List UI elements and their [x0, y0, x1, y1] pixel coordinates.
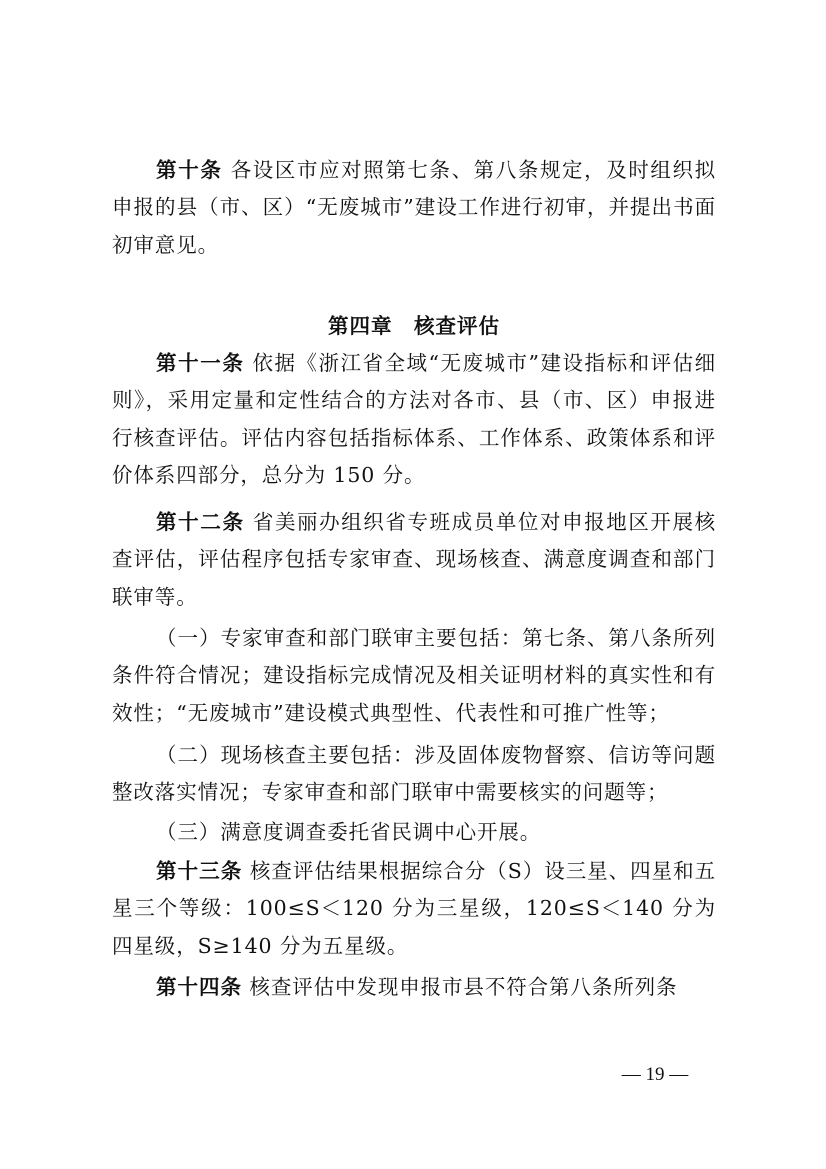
article-11	[112, 345, 716, 494]
article-13	[112, 853, 716, 965]
article-10-text: 各设区市应对照第七条、第八条规定，及时组织拟申报的县（市、区）“无废城市”建设工作进行初审，并提出书面初审意见。	[112, 158, 716, 257]
article-14-label: 第十四条	[156, 975, 242, 999]
chapter-heading: 第四章 核查评估	[328, 314, 500, 338]
article-10	[112, 152, 716, 264]
page-number: — 19 —	[621, 1064, 689, 1085]
list-item-1: （一）专家审查和部门联审主要包括：第七条、第八条所列条件符合情况；建设指标完成情况及相关证明材料的真实性和有效性；“无废城市”建设模式典型性、代表性和可推广性等；	[112, 626, 716, 725]
list-item-2: （二）现场核查主要包括：涉及固体废物督察、信访等问题整改落实情况；专家审查和部门联审中需要核实的问题等；	[112, 743, 716, 805]
article-13-text: 核查评估结果根据综合分（S）设三星、四星和五星三个等级：100≤S＜120 分为三星级，120≤S＜140 分为四星级，S≥140 分为五星级。	[112, 859, 717, 958]
article-12-label: 第十二条	[156, 510, 245, 534]
article-11-label: 第十一条	[156, 351, 245, 375]
article-11-text: 依据《浙江省全域“无废城市”建设指标和评估细则》，采用定量和定性结合的方法对各市、县（市、区）申报进行核查评估。评估内容包括指标体系、工作体系、政策体系和评价体系四部分，总分为 150 分。	[112, 351, 716, 487]
article-14	[112, 969, 716, 1006]
article-13-label: 第十三条	[156, 859, 243, 883]
list-item-3: （三）满意度调查委托省民调中心开展。	[156, 820, 542, 844]
article-12	[112, 504, 716, 616]
article-14-text: 核查评估中发现申报市县不符合第八条所列条	[249, 975, 678, 999]
article-10-label: 第十条	[156, 158, 223, 182]
article-12-text: 省美丽办组织省专班成员单位对申报地区开展核查评估，评估程序包括专家审查、现场核查、满意度调查和部门联审等。	[112, 510, 716, 609]
